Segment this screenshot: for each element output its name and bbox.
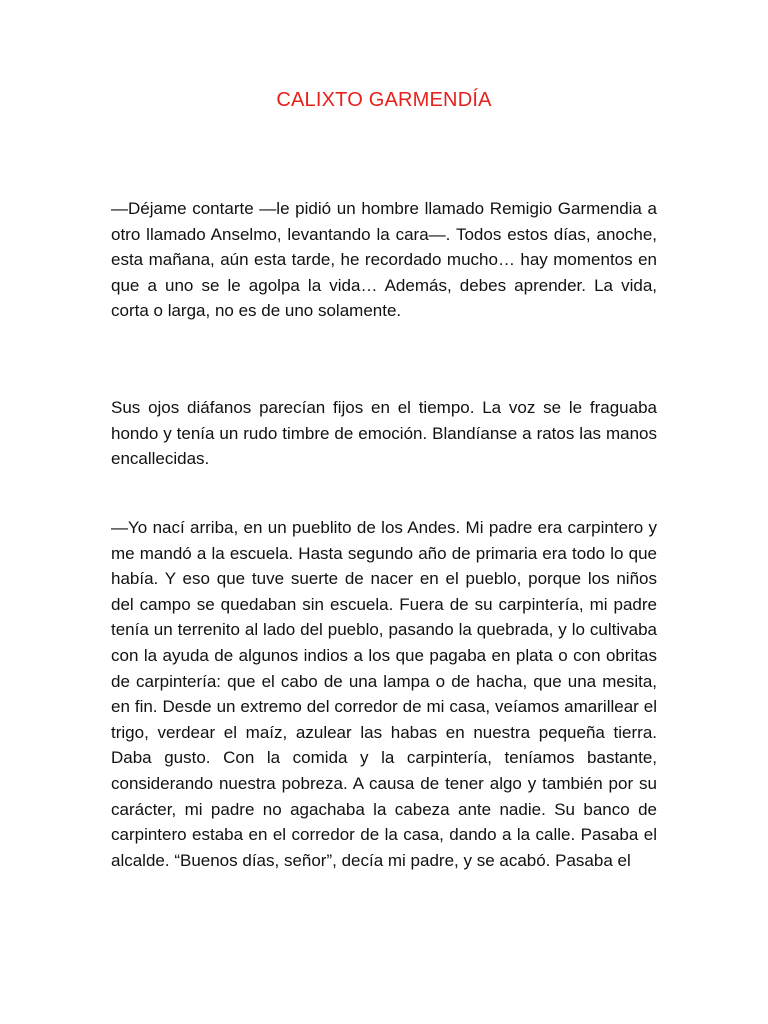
paragraph-1: —Déjame contarte —le pidió un hombre llamado Remigio Garmendia a otro llamado Anselmo, levantando la cara—. Todos estos días, anoche, esta mañana, aún esta tarde, he recordado mucho… hay momentos en que a uno se le agolpa la vida… Además, debes aprender. La vida, corta o larga, no es de uno solamente. bbox=[111, 199, 657, 321]
document-title: CALIXTO GARMENDÍA bbox=[276, 89, 492, 111]
paragraph-2: Sus ojos diáfanos parecían fijos en el tiempo. La voz se le fraguaba hondo y tenía un rudo timbre de emoción. Blandíanse a ratos las manos encallecidas. bbox=[111, 398, 657, 469]
paragraph-3: —Yo nací arriba, en un pueblito de los Andes. Mi padre era carpintero y me mandó a la escuela. Hasta segundo año de primaria era todo lo que había. Y eso que tuve suerte de nacer en el pueblo, porque los niños del campo se quedaban sin escuela. Fuera de su carpintería, mi padre tenía un terrenito al lado del pueblo, pasando la quebrada, y lo cultivaba con la ayuda de algunos indios a los que pagaba en plata o con obritas de carpintería: que el cabo de una lampa o de hacha, que una mesita, en fin. Desde un extremo del corredor de mi casa, veíamos amarillear el trigo, verdear el maíz, azulear las habas en nuestra pequeña tierra. Daba gusto. Con la comida y la carpintería, teníamos bastante, considerando nuestra pobreza. A causa de tener algo y también por su carácter, mi padre no agachaba la cabeza ante nadie. Su banco de carpintero estaba en el corredor de la casa, dando a la calle. Pasaba el alcalde. “Buenos días, señor”, decía mi padre, y se acabó. Pasaba el bbox=[111, 518, 657, 870]
